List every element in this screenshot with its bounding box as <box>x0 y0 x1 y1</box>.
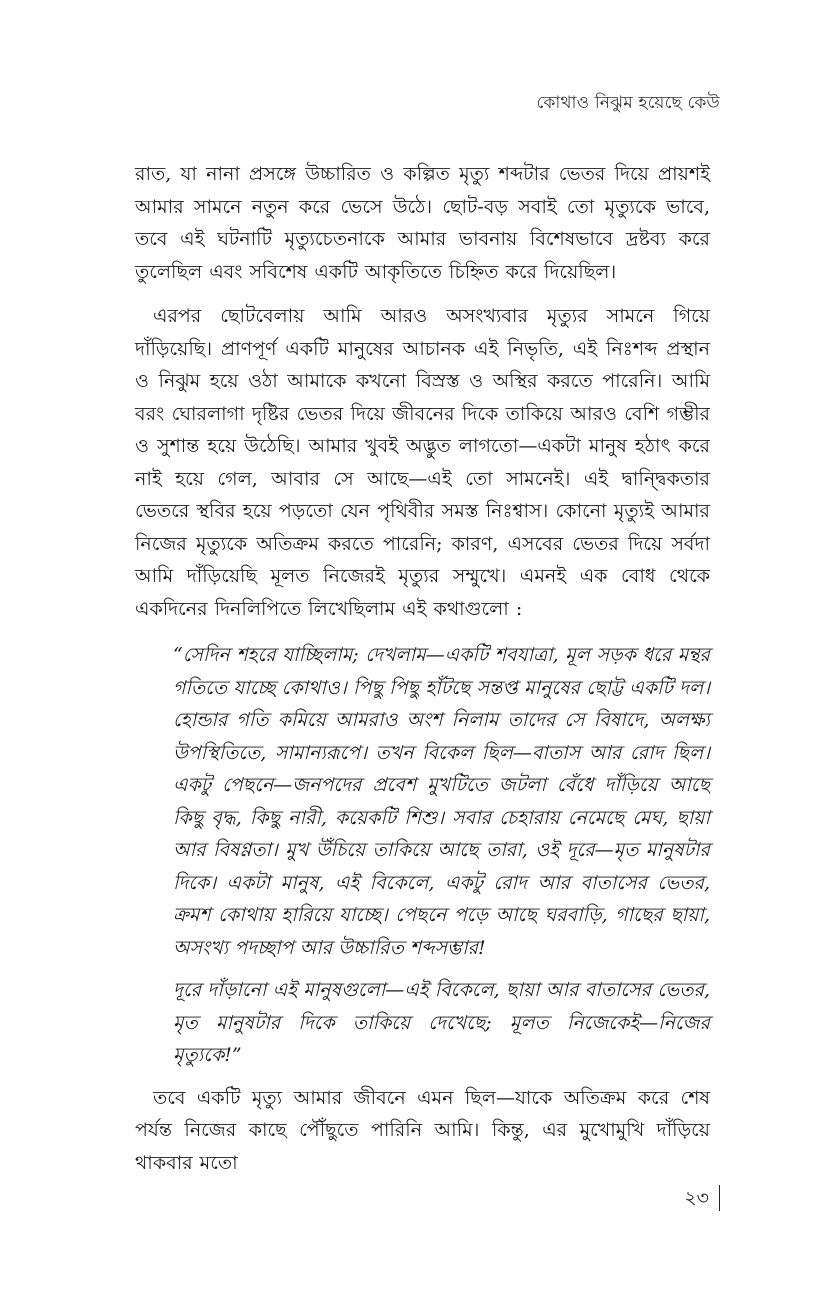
page-body <box>135 158 710 1191</box>
paragraph-1: রাত, যা নানা প্রসঙ্গে উচ্চারিত ও কল্পিত মৃত্যু শব্দটার ভেতর দিয়ে প্রায়শই আমার সামনে নতুন করে ভেসে উঠে। ছোট-বড় সবাই তো মৃত্যুকে ভাবে, তবে এই ঘটনাটি মৃত্যুচেতনাকে আমার ভাবনায় বিশেষভাবে দ্রষ্টব্য করে তুলেছিল এবং সবিশেষ একটি আকৃতিতে চিহ্নিত করে দিয়েছিল। <box>135 163 710 283</box>
block-quote-1: “সেদিন শহরে যাচ্ছিলাম; দেখলাম—একটি শবযাত্রা, মূল সড়ক ধরে মন্থর গতিতে যাচ্ছে কোথাও। পিছু পিছু হাঁটছে সন্তপ্ত মানুষের ছোট্ট একটি দল। হোন্ডার গতি কমিয়ে আমরাও অংশ নিলাম তাদের সে বিষাদে, অলক্ষ্য উপস্থিতিতে, সামান্যরূপে। তখন বিকেল ছিল—বাতাস আর রোদ ছিল। একটু পেছনে—জনপদের প্রবেশ মুখটিতে জটলা বেঁধে দাঁড়িয়ে আছে কিছু বৃদ্ধ, কিছু নারী, কয়েকটি শিশু। সবার চেহারায় নেমেছে মেঘ, ছায়া আর বিষণ্ণতা। মুখ উঁচিয়ে তাকিয়ে আছে তারা, ওই দূরে—মৃত মানুষটার দিকে। একটা মানুষ, এই বিকেলে, একটু রোদ আর বাতাসের ভেতর, ক্রমশ কোথায় হারিয়ে যাচ্ছে। পেছনে পড়ে আছে ঘরবাড়ি, গাছের ছায়া, অসংখ্য পদচ্ছাপ আর উচ্চারিত শব্দসম্ভার! <box>173 644 710 959</box>
running-head: কোথাও নিঝুম হয়েছে কেউ <box>536 93 720 113</box>
block-quote-2: দূরে দাঁড়ানো এই মানুষগুলো—এই বিকেলে, ছায়া আর বাতাসের ভেতর, মৃত মানুষটার দিকে তাকিয়ে দেখেছে; মূলত নিজেকেই—নিজের মৃত্যুকে!” <box>173 979 710 1066</box>
paragraph-3: তবে একটি মৃত্যু আমার জীবনে এমন ছিল—যাকে অতিক্রম করে শেষ পর্যন্ত নিজের কাছে পৌঁছুতে পারিনি আমি। কিন্তু, এর মুখোমুখি দাঁড়িয়ে থাকবার মতো <box>135 1086 710 1174</box>
paragraph-2: এরপর ছোটবেলায় আমি আরও অসংখ্যবার মৃত্যুর সামনে গিয়ে দাঁড়িয়েছি। প্রাণপূর্ণ একটি মানুষের আচানক এই নিভৃতি, এই নিঃশব্দ প্রস্থান ও নিঝুম হয়ে ওঠা আমাকে কখনো বিস্রস্ত ও অস্থির করতে পারেনি। আমি বরং ঘোরলাগা দৃষ্টির ভেতর দিয়ে জীবনের দিকে তাকিয়ে আরও বেশি গম্ভীর ও সুশান্ত হয়ে উঠেছি। আমার খুবই অদ্ভুত লাগতো—একটা মানুষ হঠাৎ করে নাই হয়ে গেল, আবার সে আছে—এই তো সামনেই। এই দ্বান্দ্বিকতার ভেতরে স্থবির হয়ে পড়তো যেন পৃথিবীর সমস্ত নিঃশ্বাস। কোনো মৃত্যুই আমার নিজের মৃত্যুকে অতিক্রম করতে পারেনি; কারণ, এসবের ভেতর দিয়ে সর্বদা আমি দাঁড়িয়েছি মূলত নিজেরই মৃত্যুর সম্মুখে। এমনই এক বোধ থেকে একদিনের দিনলিপিতে লিখেছিলাম এই কথাগুলো : <box>135 305 710 620</box>
page-number: ২৩ <box>684 1185 720 1211</box>
